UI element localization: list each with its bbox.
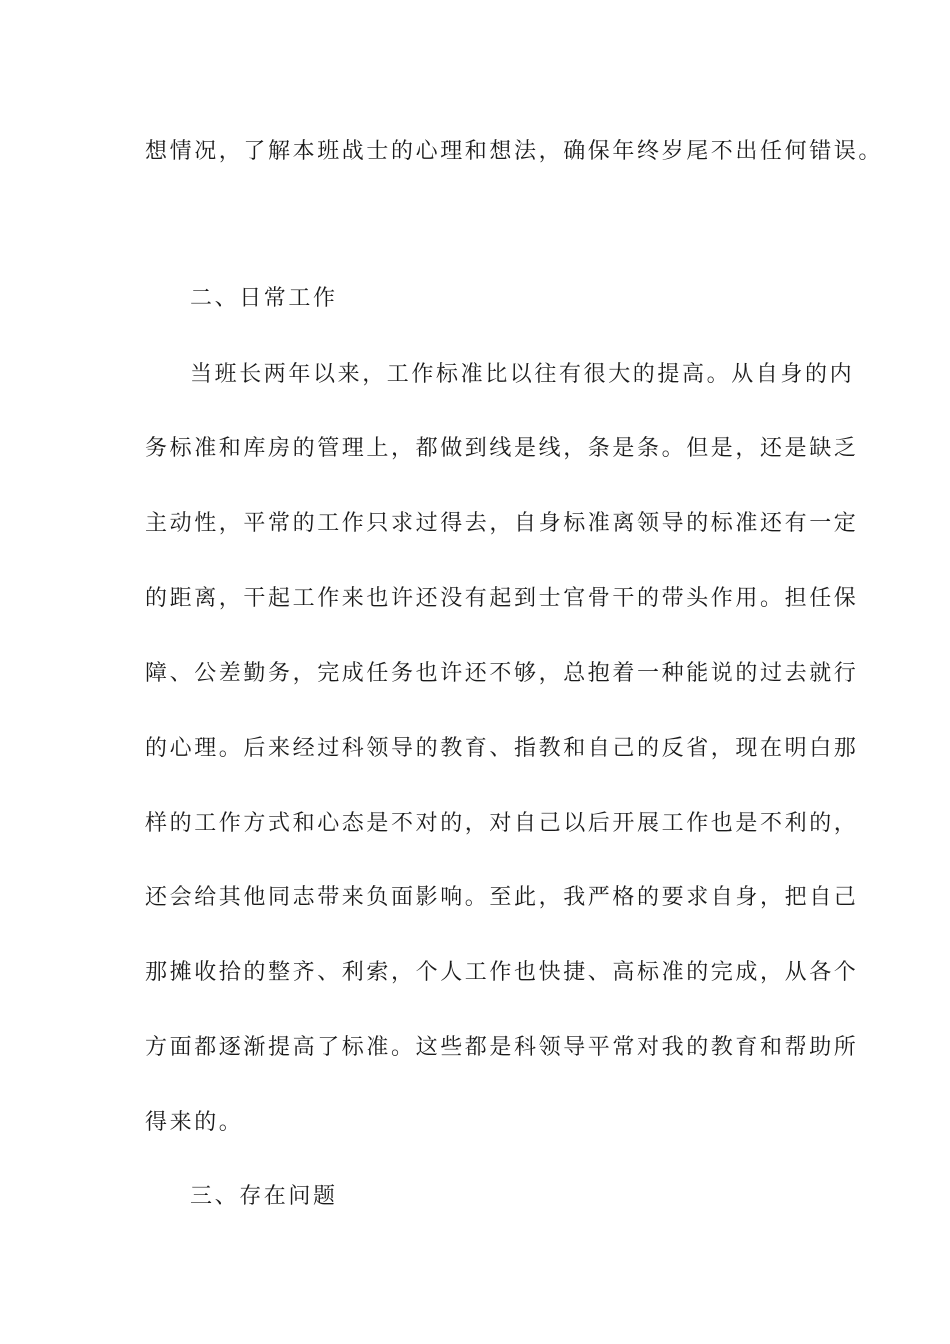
paragraph-line: 想情况，了解本班战士的心理和想法，确保年终岁尾不出任何错误。: [145, 139, 884, 164]
paragraph-line: 障、公差勤务，完成任务也许还不够，总抱着一种能说的过去就行: [145, 661, 859, 686]
paragraph-line: 主动性，平常的工作只求过得去，自身标准离领导的标准还有一定: [145, 511, 859, 536]
paragraph-line: 方面都逐渐提高了标准。这些都是科领导平常对我的教育和帮助所: [145, 1035, 859, 1060]
paragraph-line: 当班长两年以来，工作标准比以往有很大的提高。从自身的内: [190, 362, 855, 387]
paragraph-line: 样的工作方式和心态是不对的，对自己以后开展工作也是不利的，: [145, 811, 859, 836]
paragraph-line: 的心理。后来经过科领导的教育、指教和自己的反省，现在明白那: [145, 736, 859, 761]
paragraph-line: 务标准和库房的管理上，都做到线是线，条是条。但是，还是缺乏: [145, 436, 859, 461]
paragraph-line: 还会给其他同志带来负面影响。至此，我严格的要求自身，把自己: [145, 885, 859, 910]
section-heading: 二、日常工作: [190, 286, 338, 311]
section-heading: 三、存在问题: [190, 1184, 338, 1209]
paragraph-line: 那摊收拾的整齐、利索，个人工作也快捷、高标准的完成，从各个: [145, 960, 859, 985]
paragraph-line: 的距离，干起工作来也许还没有起到士官骨干的带头作用。担任保: [145, 586, 859, 611]
paragraph-line: 得来的。: [145, 1110, 244, 1135]
